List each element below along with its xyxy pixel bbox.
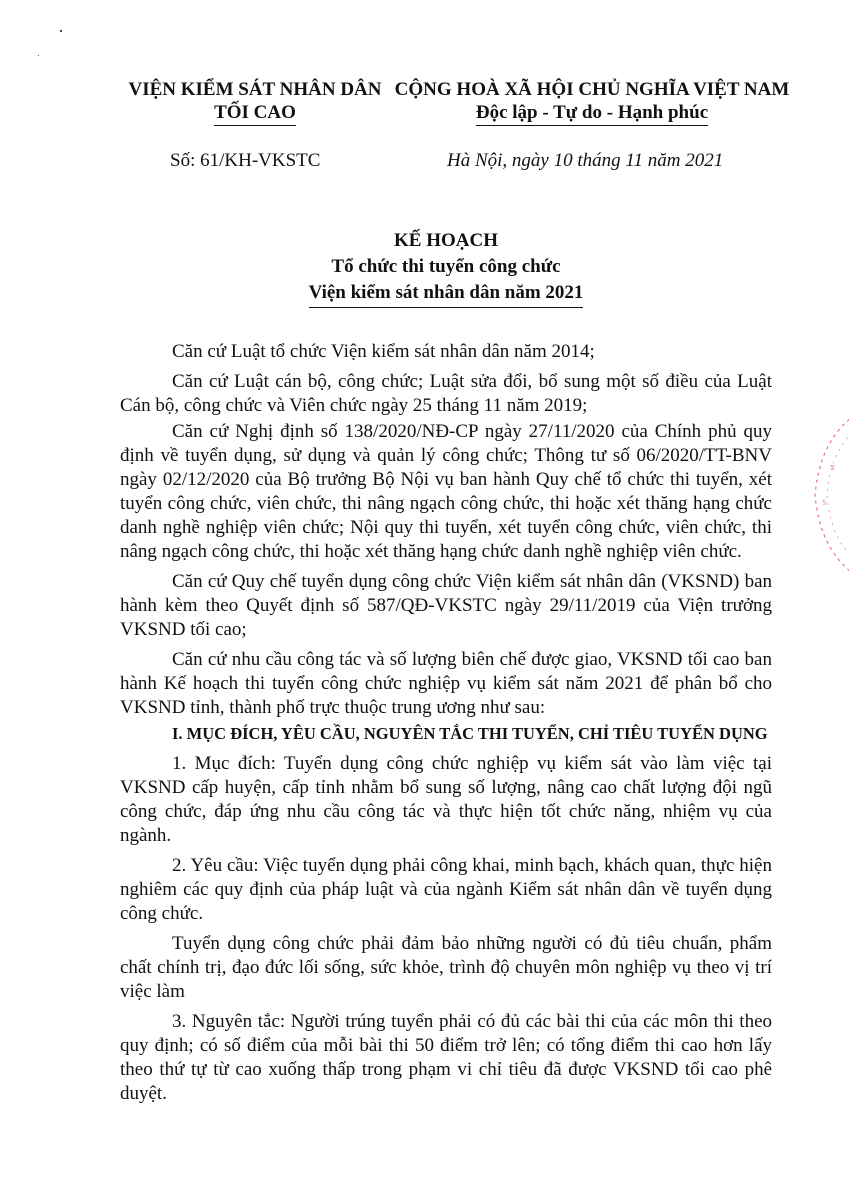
agency-line-1: VIỆN KIỂM SÁT NHÂN DÂN (128, 79, 382, 100)
title-line-3: Viện kiểm sát nhân dân năm 2021 (309, 280, 584, 308)
document-number: Số: 61/KH-VKSTC (170, 150, 321, 171)
national-motto (392, 78, 792, 126)
paragraph: Căn cứ Luật cán bộ, công chức; Luật sửa đổi, bổ sung một số điều của Luật Cán bộ, công chức và Viên chức ngày 25 tháng 11 năm 2019; (120, 371, 772, 416)
paragraph: Căn cứ Nghị định số 138/2020/NĐ-CP ngày 27/11/2020 của Chính phủ quy định về tuyển dụng, sử dụng và quản lý công chức; Thông tư số 06/2020/TT-BNV ngày 02/12/2020 của Bộ trưởng Bộ Nội vụ ban hành Quy chế tổ chức thi tuyển, xét tuyển công chức, viên chức, thi nâng ngạch công chức, thi hoặc xét thăng hạng chức danh nghề nghiệp viên chức; Nội quy thi tuyển, xét tuyển công chức, viên chức, thi nâng ngạch công chức, thi hoặc xét thăng hạng chức danh nghề nghiệp viên chức. (120, 421, 772, 562)
red-seal-stamp-edge (800, 410, 849, 580)
title-line-1: KẾ HOẠCH (394, 230, 498, 251)
agency-line-2: TỐI CAO (214, 101, 296, 126)
paragraph: Căn cứ nhu cầu công tác và số lượng biên chế được giao, VKSND tối cao ban hành Kế hoạch thi tuyển công chức nghiệp vụ kiểm sát năm 2021 để phân bổ cho VKSND tỉnh, thành phố trực thuộc trung ương như sau: (120, 649, 772, 718)
document-body (120, 340, 772, 1112)
paragraph: Tuyển dụng công chức phải đảm bảo những người có đủ tiêu chuẩn, phẩm chất chính trị, đạo đức lối sống, sức khỏe, trình độ chuyên môn nghiệp vụ theo vị trí việc làm (120, 933, 772, 1002)
document-title (120, 228, 772, 308)
paragraph: Căn cứ Luật tổ chức Viện kiểm sát nhân dân năm 2014; (172, 341, 595, 362)
nation-line-1: CỘNG HOÀ XÃ HỘI CHỦ NGHĨA VIỆT NAM (394, 79, 790, 100)
title-line-2: Tổ chức thi tuyển công chức (331, 256, 561, 277)
paragraph: 2. Yêu cầu: Việc tuyển dụng phải công khai, minh bạch, khách quan, thực hiện nghiêm các quy định của pháp luật và của ngành Kiểm sát nhân dân về tuyển dụng công chức. (120, 855, 772, 924)
issuing-agency (120, 78, 390, 126)
paragraph: Căn cứ Quy chế tuyển dụng công chức Viện kiểm sát nhân dân (VKSND) ban hành kèm theo Quyết định số 587/QĐ-VKSTC ngày 29/11/2019 của Viện trưởng VKSND tối cao; (120, 571, 772, 640)
svg-text:S: S (822, 498, 827, 507)
scan-speck (38, 55, 39, 56)
nation-line-2: Độc lập - Tự do - Hạnh phúc (476, 101, 708, 126)
svg-text:ร: ร (830, 462, 835, 472)
document-date: Hà Nội, ngày 10 tháng 11 năm 2021 (447, 150, 724, 171)
paragraph: 3. Nguyên tắc: Người trúng tuyển phải có đủ các bài thi của các môn thi theo quy định; có số điểm của mỗi bài thi 50 điểm trở lên; có tổng điểm thi cao hơn lấy theo thứ tự từ cao xuống thấp trong phạm vi chỉ tiêu đã được VKSND tối cao phê duyệt. (120, 1011, 772, 1104)
scan-speck (60, 30, 62, 32)
paragraph: 1. Mục đích: Tuyển dụng công chức nghiệp vụ kiểm sát vào làm việc tại VKSND cấp huyện, cấp tỉnh nhằm bổ sung số lượng, nâng cao chất lượng đội ngũ công chức, đáp ứng nhu cầu công tác và thực hiện tốt chức năng, nhiệm vụ của ngành. (120, 753, 772, 846)
section-heading: I. MỤC ĐÍCH, YÊU CẦU, NGUYÊN TẮC THI TUYỂN, CHỈ TIÊU TUYỂN DỤNG (172, 724, 768, 743)
